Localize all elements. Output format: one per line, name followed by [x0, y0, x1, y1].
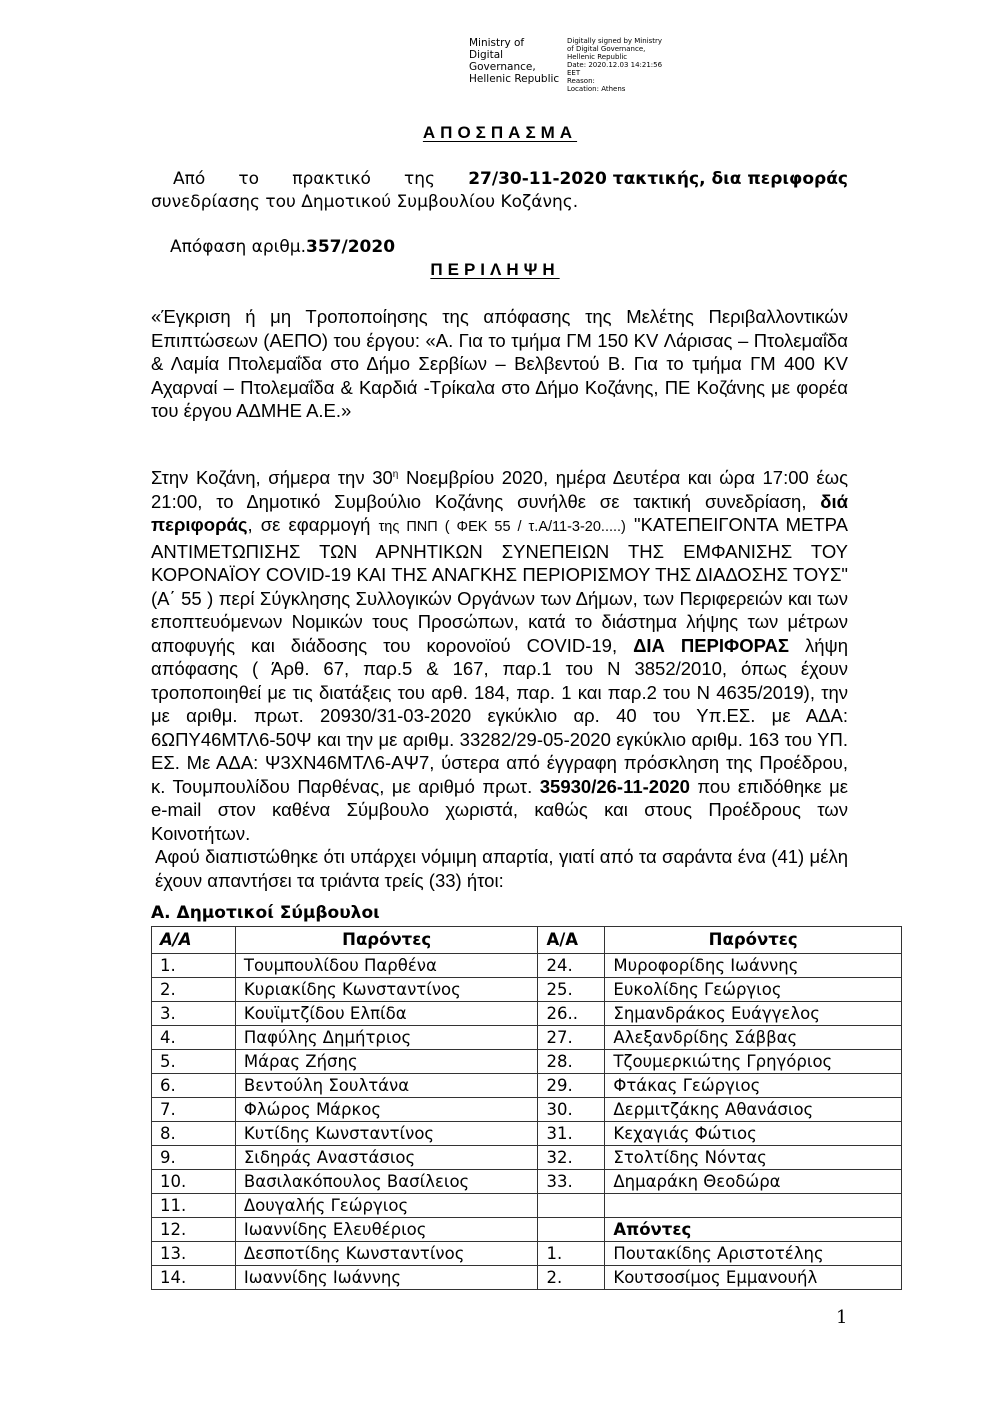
fek-reference: της ΠΝΠ ( ΦΕΚ 55 / τ.Α/11-3-20.....): [378, 519, 626, 535]
summary-title: ΠΕΡΙΛΗΨΗ: [430, 260, 560, 279]
row-number: 32.: [538, 1146, 605, 1170]
row-number: 25.: [538, 978, 605, 1002]
intro-word: Από: [173, 169, 206, 189]
document-title: ΑΠΟΣΠΑΣΜΑ: [422, 123, 578, 142]
signature-org-line: Ministry of Digital: [469, 37, 525, 61]
member-name: Αλεξανδρίδης Σάββας: [605, 1026, 902, 1050]
member-name: Μάρας Ζήσης: [235, 1050, 538, 1074]
signature-timezone: EET: [567, 69, 581, 77]
member-name: Δεσποτίδης Κωνσταντίνος: [235, 1242, 538, 1266]
signature-detail-line: Digitally signed by Ministry: [567, 37, 663, 45]
table-row: [152, 1074, 902, 1098]
column-header-aa: Α/Α: [538, 927, 605, 954]
intro-line-2: συνεδρίασης του Δημοτικού Συμβουλίου Κοζάνης.: [151, 192, 579, 212]
column-header-present: Παρόντες: [235, 927, 538, 954]
members-section-heading: Α. Δημοτικοί Σύμβουλοι: [151, 903, 380, 923]
table-row: [152, 1002, 902, 1026]
row-number: [538, 1194, 605, 1218]
intro-word: της: [404, 169, 436, 189]
intro-paragraph: [151, 168, 848, 214]
row-number: 28.: [538, 1050, 605, 1074]
row-number: 1.: [538, 1242, 605, 1266]
member-name: Στολτίδης Νόντας: [605, 1146, 902, 1170]
body-bold-text: ΔΙΑ ΠΕΡΙΦΟΡΑΣ: [633, 634, 790, 656]
members-table: [151, 926, 902, 1290]
table-row: [152, 1122, 902, 1146]
table-row: [152, 1218, 902, 1242]
member-name: Δερμιτζάκης Αθανάσιος: [605, 1098, 902, 1122]
table-header-row: [152, 927, 902, 954]
member-name: [605, 1194, 902, 1218]
table-row: [152, 978, 902, 1002]
member-name: Βασιλακόπουλος Βασίλειος: [235, 1170, 538, 1194]
member-name: Σημανδράκος Ευάγγελος: [605, 1002, 902, 1026]
row-number: 3.: [152, 1002, 236, 1026]
body-text: που επιδόθηκε με e-mail στον καθένα Σύμβουλο χωριστά, καθώς και στους Προέδρους των Κοινοτήτων.: [151, 775, 848, 844]
body-text: , σε εφαρμογή: [247, 514, 379, 535]
row-number: 11.: [152, 1194, 236, 1218]
body-text: λήψη απόφασης ( Άρθ. 67, παρ.5 & 167, παρ.1 του Ν 3852/2010, όπως έχουν τροποποιηθεί με τις διατάξεις του αρθ. 184, παρ. 1 και παρ.2 του Ν 4635/2019), την με αριθμ. πρωτ. 20930/31-03-2020 εγκύκλιο αρ. 40 του Υπ.ΕΣ. με ΑΔΑ: 6ΩΠΥ46ΜΤΛ6-50Ψ και την με αριθμ. 33282/29-05-2020 εγκύκλιο αριθμ. 163 του ΥΠ. ΕΣ. Με ΑΔΑ: Ψ3ΧΝ46ΜΤΛ6-ΑΨ7, ύστερα από έγγραφη πρόσκληση της Προέδρου, κ. Τουμπουλίδου Παρθένας, με αριθμό πρωτ.: [151, 634, 849, 797]
member-name: Δημαράκη Θεοδώρα: [605, 1170, 902, 1194]
row-number: 10.: [152, 1170, 236, 1194]
table-row: [152, 1266, 902, 1290]
row-number: 9.: [152, 1146, 236, 1170]
row-number: 6.: [152, 1074, 236, 1098]
member-name: Ιωαννίδης Ιωάννης: [235, 1266, 538, 1290]
member-name: Δουγαλής Γεώργιος: [235, 1194, 538, 1218]
signature-detail-line: of Digital Governance,: [567, 45, 646, 53]
member-name: Σιδηράς Αναστάσιος: [235, 1146, 538, 1170]
intro-word: το: [238, 169, 260, 189]
member-name: Κεχαγιάς Φώτιος: [605, 1122, 902, 1146]
body-text: Στην Κοζάνη, σήμερα την 30: [151, 467, 393, 488]
row-number: 33.: [538, 1170, 605, 1194]
row-number: 12.: [152, 1218, 236, 1242]
member-name: Κουτσοσίμος Εμμανουήλ: [605, 1266, 902, 1290]
table-row: [152, 1194, 902, 1218]
member-name: Πουτακίδης Αριστοτέλης: [605, 1242, 902, 1266]
member-name: Κουϊμτζίδου Ελπίδα: [235, 1002, 538, 1026]
body-bold-text: διά περιφοράς: [151, 490, 848, 535]
invitation-protocol-number: 35930/26-11-2020: [539, 775, 690, 797]
members-table-body: [152, 954, 902, 1290]
signature-details: [567, 37, 677, 93]
signature-detail-line: Hellenic Republic: [567, 53, 628, 61]
member-name: Κυτίδης Κωνσταντίνος: [235, 1122, 538, 1146]
table-row: [152, 954, 902, 978]
signature-location: Location: Athens: [567, 85, 626, 93]
intro-word: πρακτικό: [292, 169, 371, 189]
column-header-present: Παρόντες: [605, 927, 902, 954]
table-row: [152, 1050, 902, 1074]
signature-reason: Reason:: [567, 77, 595, 85]
member-name: Φτάκας Γεώργιος: [605, 1074, 902, 1098]
table-row: [152, 1170, 902, 1194]
body-text: "ΚΑΤΕΠΕΙΓΟΝΤΑ ΜΕΤΡΑ ΑΝΤΙΜΕΤΩΠΙΣΗΣ ΤΩΝ ΑΡΝΗΤΙΚΩΝ ΣΥΝΕΠΕΙΩΝ ΤΗΣ ΕΜΦΑΝΙΣΗΣ ΤΟΥ ΚΟΡΟΝΑΪΟΥ COVID-19 ΚΑΙ ΤΗΣ ΑΝΑΓΚΗΣ ΠΕΡΙΟΡΙΣΜΟΥ ΤΗΣ ΔΙΑΔΟΣΗΣ ΤΟΥΣ" (Α΄ 55 ) περί Σύγκλησης Συλλογικών Οργάνων των Δήμων, των Περιφερειών και των εποπτευόμενων Νομικών τους Προσώπων, κατά το διάστημα λήψης των μέτρων αποφυγής και διάδοσης του κορονοϊού COVID-19,: [151, 514, 848, 656]
row-number: 24.: [538, 954, 605, 978]
row-number: 14.: [152, 1266, 236, 1290]
intro-line-1: [151, 168, 848, 191]
row-number: 4.: [152, 1026, 236, 1050]
decision-label: Απόφαση αριθμ.: [170, 237, 307, 257]
quorum-paragraph: Αφού διαπιστώθηκε ότι υπάρχει νόμιμη απαρτία, γιατί από τα σαράντα ένα (41) μέλη έχουν απαντήσει τα τριάντα τρείς (33) ήτοι:: [155, 846, 848, 891]
digital-signature: [469, 37, 677, 93]
summary-paragraph: «Έγκριση ή μη Τροποποίησης της απόφασης της Μελέτης Περιβαλλοντικών Επιπτώσεων (ΑΕΠΟ) του έργου: «Α. Για το τμήμα ΓΜ 150 KV Λάρισας – Πτολεμαΐδα & Λαμία Πτολεμαΐδα στο Δήμο Σερβίων – Βελβεντού Β. Για το τμήμα ΓΜ 400 KV Αχαρναί – Πτολεμαΐδα & Καρδιά -Τρίκαλα στο Δήμο Κοζάνης, ΠΕ Κοζάνης με φορέα του έργου ΑΔΜΗΕ Α.Ε.»: [151, 306, 848, 421]
decision-number-line: [170, 237, 395, 257]
row-number: 29.: [538, 1074, 605, 1098]
body-paragraph: [151, 466, 848, 892]
signature-org-line: Hellenic Republic: [469, 73, 560, 85]
row-number: 5.: [152, 1050, 236, 1074]
signature-date: Date: 2020.12.03 14:21:56: [567, 61, 663, 69]
member-name: Φλώρος Μάρκος: [235, 1098, 538, 1122]
row-number: 31.: [538, 1122, 605, 1146]
signature-org-line: Governance,: [469, 61, 536, 73]
table-row: [152, 1098, 902, 1122]
table-row: [152, 1146, 902, 1170]
row-number: 2.: [538, 1266, 605, 1290]
absent-subheading: Απόντες: [605, 1218, 902, 1242]
signature-organization: [469, 37, 561, 93]
row-number: 27.: [538, 1026, 605, 1050]
row-number: [538, 1218, 605, 1242]
row-number: 7.: [152, 1098, 236, 1122]
row-number: 26..: [538, 1002, 605, 1026]
row-number: 1.: [152, 954, 236, 978]
table-row: [152, 1026, 902, 1050]
member-name: Τουμπουλίδου Παρθένα: [235, 954, 538, 978]
page-number: 1: [836, 1307, 848, 1328]
row-number: 30.: [538, 1098, 605, 1122]
decision-number: 357/2020: [306, 237, 396, 257]
column-header-aa: Α/Α: [152, 927, 236, 954]
body-text: Νοεμβρίου 2020, ημέρα Δευτέρα και ώρα 17:00 έως 21:00, το Δημοτικό Συμβούλιο Κοζάνης συνήλθε σε τακτική συνεδρίαση,: [151, 467, 848, 512]
row-number: 8.: [152, 1122, 236, 1146]
row-number: 2.: [152, 978, 236, 1002]
row-number: 13.: [152, 1242, 236, 1266]
table-row: [152, 1242, 902, 1266]
member-name: Ευκολίδης Γεώργιος: [605, 978, 902, 1002]
session-reference: 27/30-11-2020 τακτικής, δια περιφοράς: [468, 169, 848, 189]
member-name: Τζουμερκιώτης Γρηγόριος: [605, 1050, 902, 1074]
member-name: Παφύλης Δημήτριος: [235, 1026, 538, 1050]
member-name: Βεντούλη Σουλτάνα: [235, 1074, 538, 1098]
member-name: Ιωαννίδης Ελευθέριος: [235, 1218, 538, 1242]
member-name: Μυροφορίδης Ιωάννης: [605, 954, 902, 978]
ordinal-superscript: η: [392, 468, 399, 480]
member-name: Κυριακίδης Κωνσταντίνος: [235, 978, 538, 1002]
